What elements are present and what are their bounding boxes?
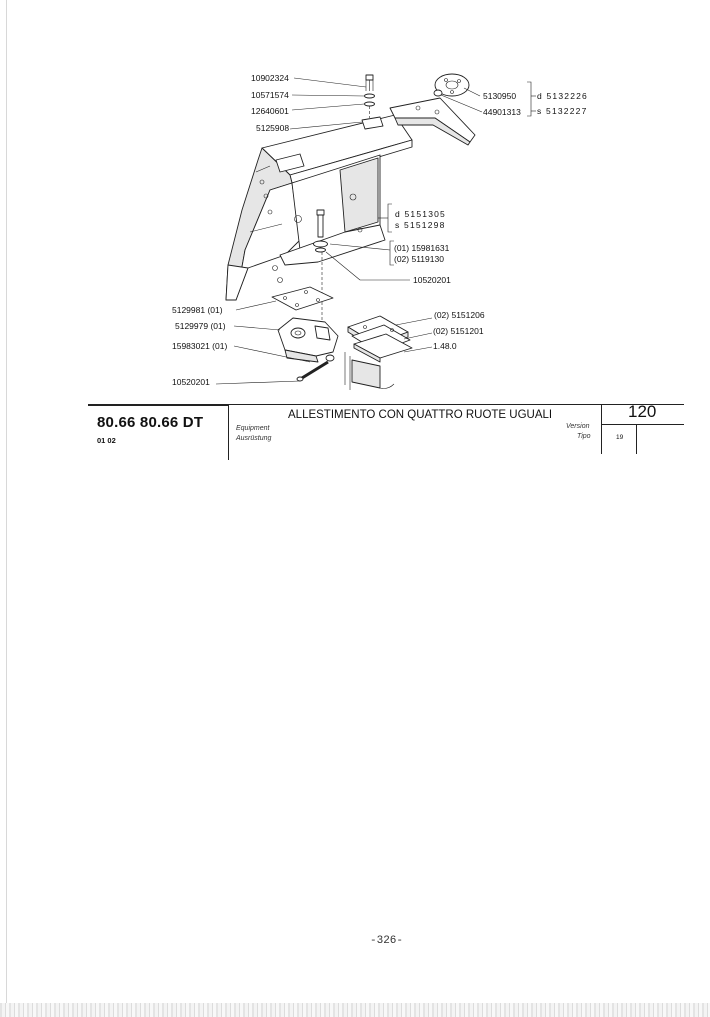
page-bottom-edge [0,1003,710,1017]
label-d-5132226: d 5132226 [537,91,588,101]
label-5129979: 5129979 (01) [175,321,226,331]
title-block-divider-left [228,404,229,460]
page-number: -326- [370,935,404,947]
front-support-frame [226,115,412,300]
section-title: ALLESTIMENTO CON QUATTRO RUOTE UGUALI [288,409,553,421]
exploded-parts-diagram [0,0,710,410]
ausrustung-label: Ausrüstung [236,435,272,442]
title-block-divider-right [601,404,602,454]
model-name: 80.66 80.66 DT [97,414,204,431]
label-s-5132227: s 5132227 [537,106,588,116]
section-number: 120 [628,402,657,421]
label-1-48-0: 1.48.0 [433,341,457,351]
label-15983021: 15983021 (01) [172,341,228,351]
label-12640601: 12640601 [251,106,289,116]
type-number: 19 [616,434,624,441]
equipment-label: Equipment [236,425,270,432]
title-block-top-rule-bold [88,405,228,406]
front-axle-partial [345,352,394,390]
label-5125908: 5125908 [256,123,290,133]
label-5130950: 5130950 [483,91,517,101]
right-support-assembly [348,316,412,362]
label-01-15981631: (01) 15981631 [394,243,450,253]
label-10520201-lower: 10520201 [172,377,210,387]
tipo-label: Tipo [577,433,591,440]
label-s-5151298: s 5151298 [395,220,446,230]
title-block-small-divider [636,424,637,454]
round-cover [434,74,469,96]
title-block-number-rule [601,424,684,425]
label-10571574: 10571574 [251,90,289,100]
label-02-5151201: (02) 5151201 [433,326,484,336]
version-label: Version [566,423,590,430]
label-d-5151305: d 5151305 [395,209,446,219]
label-5129981: 5129981 (01) [172,305,223,315]
model-subcode: 01 02 [97,436,116,445]
label-10902324: 10902324 [251,73,289,83]
label-10520201-upper: 10520201 [413,275,451,285]
top-bolt-stack [365,75,375,118]
label-02-5119130: (02) 5119130 [394,254,444,264]
label-02-5151206: (02) 5151206 [434,310,485,320]
label-44901313: 44901313 [483,107,521,117]
axle-support-plate [272,287,333,310]
